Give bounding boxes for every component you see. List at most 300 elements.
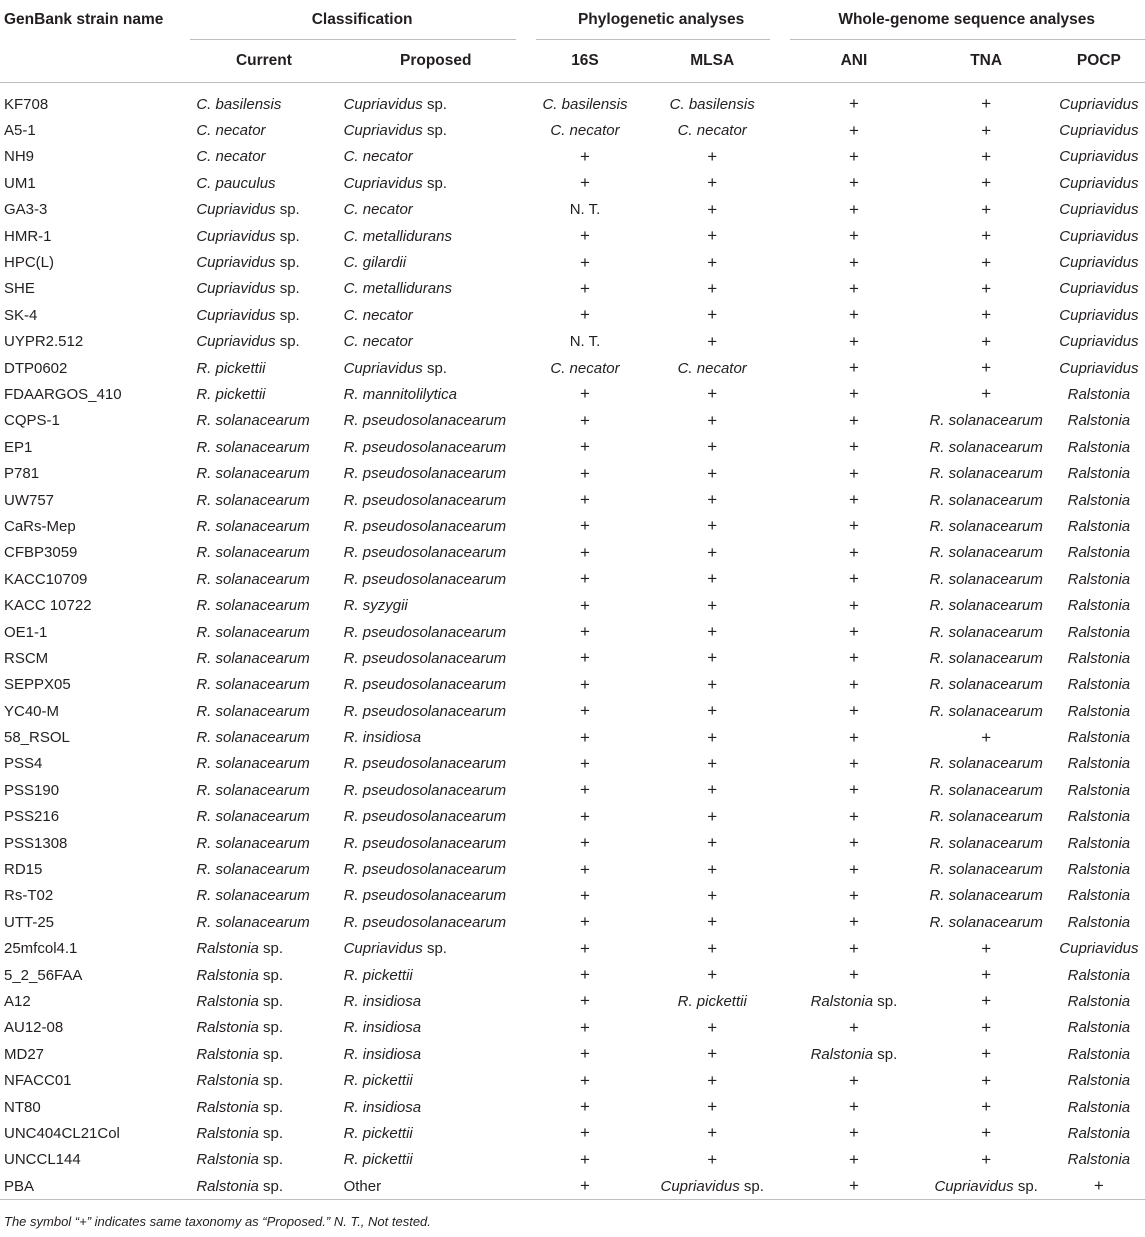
cell-ani: + [848,780,859,800]
cell-mlsa: + [707,1044,718,1064]
table-row [0,460,1145,486]
cell-tna: + [981,146,992,166]
cell-mlsa: C. necator [677,122,747,140]
cell-ani: + [848,94,859,114]
cell-tna: + [981,252,992,272]
cell-proposed: C. metallidurans [343,227,452,245]
header-strain-empty [0,40,190,83]
cell-strain: 5_2_56FAA [4,966,83,984]
cell-genus: Ralstonia [810,1045,874,1063]
cell-ani: + [848,542,859,562]
cell-genus: Cupriavidus [196,254,276,272]
cell-current: R. solanacearum [196,887,310,905]
table-header [0,0,1145,83]
cell-s16: + [580,173,590,193]
cell-current: Cupriavidus sp. [196,201,300,219]
cell-pocp: Ralstonia [1067,861,1131,879]
table-row [0,223,1145,249]
cell-pocp: Cupriavidus [1059,174,1139,192]
cell-mlsa: + [707,252,718,272]
cell-tna: R. solanacearum [929,861,1043,879]
table-row [0,1067,1145,1093]
cell-s16: + [580,674,590,694]
table-row [0,117,1145,143]
header-proposed: Proposed [400,52,472,69]
cell-proposed: R. pseudosolanacearum [343,887,507,905]
cell-strain: RD15 [4,861,43,879]
cell-ani: + [848,437,859,457]
cell-proposed: R. pseudosolanacearum [343,412,507,430]
cell-pocp: Ralstonia [1067,966,1131,984]
cell-s16: + [580,595,590,615]
cell-s16: + [580,1176,590,1196]
table-row [0,513,1145,539]
table-row [0,909,1145,935]
cell-strain: PBA [4,1177,35,1195]
cell-mlsa: + [707,595,718,615]
cell-tna: R. solanacearum [929,465,1043,483]
cell-ani: + [848,701,859,721]
cell-mlsa: + [707,648,718,668]
cell-strain: RSCM [4,649,49,667]
cell-mlsa: + [707,674,718,694]
cell-ani: + [848,516,859,536]
table-row [0,197,1145,223]
cell-strain: UNC404CL21Col [4,1124,120,1142]
cell-mlsa: + [707,859,718,879]
cell-current: R. solanacearum [196,465,310,483]
cell-proposed: Cupriavidus sp. [343,95,447,113]
cell-mlsa: + [707,912,718,932]
table-row [0,1094,1145,1120]
cell-tna: + [981,1044,992,1064]
header-whole-genome [788,0,1145,40]
cell-strain: UM1 [4,174,36,192]
cell-mlsa: + [707,410,718,430]
cell-tna: + [981,991,992,1011]
cell-ani: Ralstonia sp. [810,1045,898,1063]
cell-strain: CaRs-Mep [4,517,76,535]
cell-proposed: R. pseudosolanacearum [343,517,507,535]
cell-s16: + [580,252,590,272]
cell-pocp: Ralstonia [1067,676,1131,694]
cell-proposed: R. pseudosolanacearum [343,913,507,931]
cell-proposed: R. pseudosolanacearum [343,649,507,667]
table-row [0,592,1145,618]
cell-mlsa: + [707,278,718,298]
cell-strain: 25mfcol4.1 [4,940,78,958]
cell-proposed: R. pseudosolanacearum [343,491,507,509]
cell-proposed: C. necator [343,201,413,219]
cell-proposed: R. insidiosa [343,1019,422,1037]
cell-tna: R. solanacearum [929,887,1043,905]
cell-ani: + [848,226,859,246]
cell-current: Ralstonia sp. [196,992,284,1010]
cell-tna: + [981,94,992,114]
cell-tna: + [981,1149,992,1169]
cell-ani: + [848,120,859,140]
cell-mlsa: + [707,622,718,641]
table-row [0,302,1145,328]
cell-pocp: Ralstonia [1067,834,1131,852]
header-mlsa: MLSA [690,52,735,69]
cell-s16: + [580,437,590,457]
cell-genus: Cupriavidus [934,1177,1014,1195]
cell-tna: R. solanacearum [929,834,1043,852]
cell-proposed: Cupriavidus sp. [343,940,447,958]
cell-strain: NT80 [4,1098,41,1116]
cell-strain: PSS1308 [4,834,68,852]
cell-tna: R. solanacearum [929,491,1043,509]
table-row [0,619,1145,645]
cell-current: Ralstonia sp. [196,1072,284,1090]
cell-proposed: R. syzygii [343,597,408,615]
cell-mlsa: + [707,1123,718,1143]
cell-tna: + [981,331,992,351]
table-row [0,672,1145,698]
cell-s16: + [580,1123,590,1143]
table-row [0,1041,1145,1067]
cell-pocp: Cupriavidus [1059,95,1139,113]
cell-mlsa: + [707,806,718,826]
cell-s16: C. basilensis [542,95,628,113]
cell-s16: + [580,753,590,773]
cell-genus: Cupriavidus [343,359,423,377]
cell-s16: + [580,1070,590,1090]
cell-ani: + [848,1149,859,1169]
cell-tna: R. solanacearum [929,676,1043,694]
cell-strain: NFACC01 [4,1072,72,1090]
cell-pocp: Ralstonia [1067,992,1131,1010]
cell-ani: + [848,1176,859,1196]
cell-tna: R. solanacearum [929,702,1043,720]
header-strain: GenBank strain name [4,11,164,28]
cell-current: R. solanacearum [196,861,310,879]
header-phylogenetic-label: Phylogenetic analyses [577,11,745,28]
table-row [0,751,1145,777]
table-row [0,540,1145,566]
cell-proposed: Other [343,1177,382,1195]
cell-pocp: Cupriavidus [1059,306,1139,324]
table-row [0,883,1145,909]
cell-current: Cupriavidus sp. [196,227,300,245]
cell-mlsa: C. basilensis [669,95,755,113]
cell-s16: + [580,1017,590,1037]
cell-current: Ralstonia sp. [196,1177,284,1195]
cell-proposed: R. insidiosa [343,1045,422,1063]
cell-proposed: R. insidiosa [343,1098,422,1116]
cell-proposed: R. pseudosolanacearum [343,702,507,720]
cell-ani: + [848,490,859,510]
table-row [0,830,1145,856]
cell-genus: Ralstonia [196,1019,259,1037]
cell-tna: + [981,938,992,958]
cell-pocp: Ralstonia [1067,412,1131,430]
cell-s16: + [580,885,590,905]
cell-strain: EP1 [4,438,33,456]
table-row [0,1015,1145,1041]
table-row [0,408,1145,434]
cell-mlsa: + [707,331,718,351]
cell-s16: + [580,806,590,826]
cell-pocp: Cupriavidus [1059,940,1139,958]
cell-strain: UW757 [4,491,55,509]
header-16s: 16S [571,52,599,69]
cell-genus: Cupriavidus [196,227,276,245]
cell-s16: C. necator [550,122,620,140]
cell-s16: + [580,1149,590,1169]
cell-mlsa: + [707,780,718,800]
cell-ani: + [848,753,859,773]
cell-current: Ralstonia sp. [196,1124,284,1142]
cell-proposed: Cupriavidus sp. [343,359,447,377]
cell-ani: + [848,595,859,615]
table-row [0,566,1145,592]
cell-s16: + [580,278,590,298]
cell-strain: NH9 [4,148,35,166]
cell-mlsa: + [707,542,718,562]
cell-strain: SHE [4,280,35,298]
cell-strain: YC40-M [4,702,60,720]
cell-strain: FDAARGOS_410 [4,385,122,403]
cell-pocp: Ralstonia [1067,544,1131,562]
cell-pocp: Ralstonia [1067,1045,1131,1063]
cell-mlsa: + [707,490,718,510]
cell-current: R. solanacearum [196,517,310,535]
cell-pocp: Cupriavidus [1059,122,1139,140]
table-row [0,144,1145,170]
cell-genus: Cupriavidus [196,333,276,351]
cell-ani: + [848,463,859,483]
cell-strain: KF708 [4,95,49,113]
cell-proposed: R. pseudosolanacearum [343,808,507,826]
cell-tna: R. solanacearum [929,623,1043,641]
cell-tna: + [981,173,992,193]
cell-pocp: Ralstonia [1067,1072,1131,1090]
cell-s16: + [580,384,590,404]
cell-current: R. solanacearum [196,808,310,826]
cell-tna: + [981,727,992,747]
cell-tna: + [981,278,992,298]
cell-strain: AU12-08 [4,1019,64,1037]
cell-genus: Ralstonia [810,992,874,1010]
table-row [0,698,1145,724]
cell-genus: Ralstonia [196,1072,259,1090]
cell-current: R. solanacearum [196,597,310,615]
cell-mlsa: + [707,305,718,325]
cell-strain: PSS4 [4,755,43,773]
table-row [0,988,1145,1014]
cell-tna: + [981,384,992,404]
cell-ani: + [848,331,859,351]
cell-ani: + [848,1123,859,1143]
cell-mlsa: + [707,384,718,404]
table-row [0,91,1145,117]
cell-pocp: Ralstonia [1067,570,1131,588]
header-phylogenetic [534,0,788,40]
table-row [0,645,1145,671]
cell-tna: R. solanacearum [929,570,1043,588]
cell-mlsa: C. necator [677,359,747,377]
cell-pocp: Ralstonia [1067,385,1131,403]
cell-proposed: Cupriavidus sp. [343,174,447,192]
cell-ani: + [848,358,859,378]
cell-mlsa: + [707,1149,718,1169]
cell-strain: KACC 10722 [4,597,92,615]
cell-strain: HPC(L) [4,254,55,272]
cell-mlsa: + [707,146,718,166]
header-pocp: POCP [1076,52,1121,69]
table-footnote: The symbol “+” indicates same taxonomy as “Proposed.” N. T., Not tested. [4,1214,431,1229]
cell-strain: CFBP3059 [4,544,78,562]
cell-current: R. solanacearum [196,412,310,430]
cell-ani: + [848,674,859,694]
table-row [0,856,1145,882]
cell-proposed: R. pseudosolanacearum [343,623,507,641]
cell-pocp: Ralstonia [1067,623,1131,641]
cell-current: R. solanacearum [196,676,310,694]
cell-ani: + [848,199,859,219]
cell-strain: PSS216 [4,808,60,826]
cell-strain: OE1-1 [4,623,48,641]
cell-current: R. solanacearum [196,834,310,852]
cell-proposed: R. pseudosolanacearum [343,570,507,588]
cell-strain: A5-1 [4,122,36,140]
cell-mlsa: + [707,885,718,905]
cell-current: R. solanacearum [196,438,310,456]
cell-genus: Cupriavidus [343,174,423,192]
cell-genus: Ralstonia [196,1151,259,1169]
cell-current: R. solanacearum [196,913,310,931]
cell-proposed: R. pseudosolanacearum [343,781,507,799]
table-row [0,170,1145,196]
cell-strain: HMR-1 [4,227,52,245]
cell-strain: SEPPX05 [4,676,71,694]
cell-mlsa: + [707,516,718,536]
cell-genus: Ralstonia [196,1124,259,1142]
cell-s16: N. T. [569,333,601,351]
cell-ani: + [848,384,859,404]
cell-strain: UYPR2.512 [4,333,84,351]
cell-pocp: Ralstonia [1067,649,1131,667]
cell-current: R. solanacearum [196,755,310,773]
table-row [0,777,1145,803]
cell-pocp: Ralstonia [1067,465,1131,483]
cell-current: R. solanacearum [196,649,310,667]
cell-mlsa: + [707,753,718,773]
cell-mlsa: + [707,727,718,747]
cell-proposed: C. gilardii [343,254,407,272]
table-row [0,1173,1145,1200]
cell-strain: DTP0602 [4,359,68,377]
cell-current: R. pickettii [196,385,266,403]
cell-strain: UTT-25 [4,913,55,931]
cell-current: C. basilensis [196,95,282,113]
cell-pocp: Ralstonia [1067,1098,1131,1116]
cell-s16: + [580,1044,590,1064]
header-classification [190,0,534,40]
cell-pocp: Cupriavidus [1059,280,1139,298]
cell-strain: MD27 [4,1045,45,1063]
cell-proposed: C. necator [343,306,413,324]
cell-proposed: R. pickettii [343,1124,413,1142]
cell-s16: + [580,912,590,932]
table-row [0,381,1145,407]
cell-current: Ralstonia sp. [196,1019,284,1037]
cell-s16: N. T. [569,201,601,219]
cell-strain: P781 [4,465,40,483]
cell-genus: Cupriavidus [343,95,423,113]
cell-tna: + [981,199,992,219]
cell-current: Ralstonia sp. [196,1045,284,1063]
table-row [0,724,1145,750]
cell-mlsa: + [707,199,718,219]
cell-current: R. solanacearum [196,570,310,588]
cell-pocp: + [1093,1176,1104,1196]
cell-current: R. pickettii [196,359,266,377]
cell-s16: + [580,965,590,985]
cell-current: C. pauculus [196,174,276,192]
cell-pocp: Ralstonia [1067,781,1131,799]
cell-mlsa: R. pickettii [677,992,747,1010]
cell-pocp: Ralstonia [1067,1019,1131,1037]
cell-genus: Cupriavidus [196,280,276,298]
cell-mlsa: + [707,701,718,721]
cell-ani: + [848,912,859,932]
table-row [0,434,1145,460]
cell-mlsa: + [707,938,718,958]
cell-mlsa: + [707,1017,718,1037]
cell-s16: + [580,516,590,536]
cell-proposed: R. pseudosolanacearum [343,755,507,773]
cell-ani: + [848,648,859,668]
cell-mlsa: Cupriavidus sp. [660,1177,764,1195]
cell-ani: + [848,569,859,589]
cell-proposed: C. metallidurans [343,280,452,298]
cell-tna: R. solanacearum [929,597,1043,615]
cell-tna: R. solanacearum [929,808,1043,826]
cell-genus: Ralstonia [196,966,259,984]
cell-ani: + [848,305,859,325]
cell-mlsa: + [707,833,718,853]
cell-tna: R. solanacearum [929,517,1043,535]
cell-mlsa: + [707,1097,718,1117]
cell-ani: + [848,727,859,747]
cell-strain: PSS190 [4,781,60,799]
cell-proposed: R. insidiosa [343,992,422,1010]
cell-s16: + [580,305,590,325]
cell-s16: + [580,490,590,510]
table-row [0,276,1145,302]
cell-tna: + [981,120,992,140]
table-row [0,329,1145,355]
cell-pocp: Ralstonia [1067,808,1131,826]
cell-tna: R. solanacearum [929,412,1043,430]
cell-current: Ralstonia sp. [196,1098,284,1116]
cell-current: Ralstonia sp. [196,966,284,984]
cell-strain: SK-4 [4,306,38,324]
cell-genus: Cupriavidus [343,940,423,958]
cell-tna: R. solanacearum [929,755,1043,773]
cell-strain: KACC10709 [4,570,88,588]
cell-s16: + [580,833,590,853]
cell-pocp: Ralstonia [1067,438,1131,456]
table-row [0,1147,1145,1173]
cell-pocp: Ralstonia [1067,729,1131,747]
table-row [0,962,1145,988]
cell-tna: + [981,1017,992,1037]
cell-current: R. solanacearum [196,702,310,720]
